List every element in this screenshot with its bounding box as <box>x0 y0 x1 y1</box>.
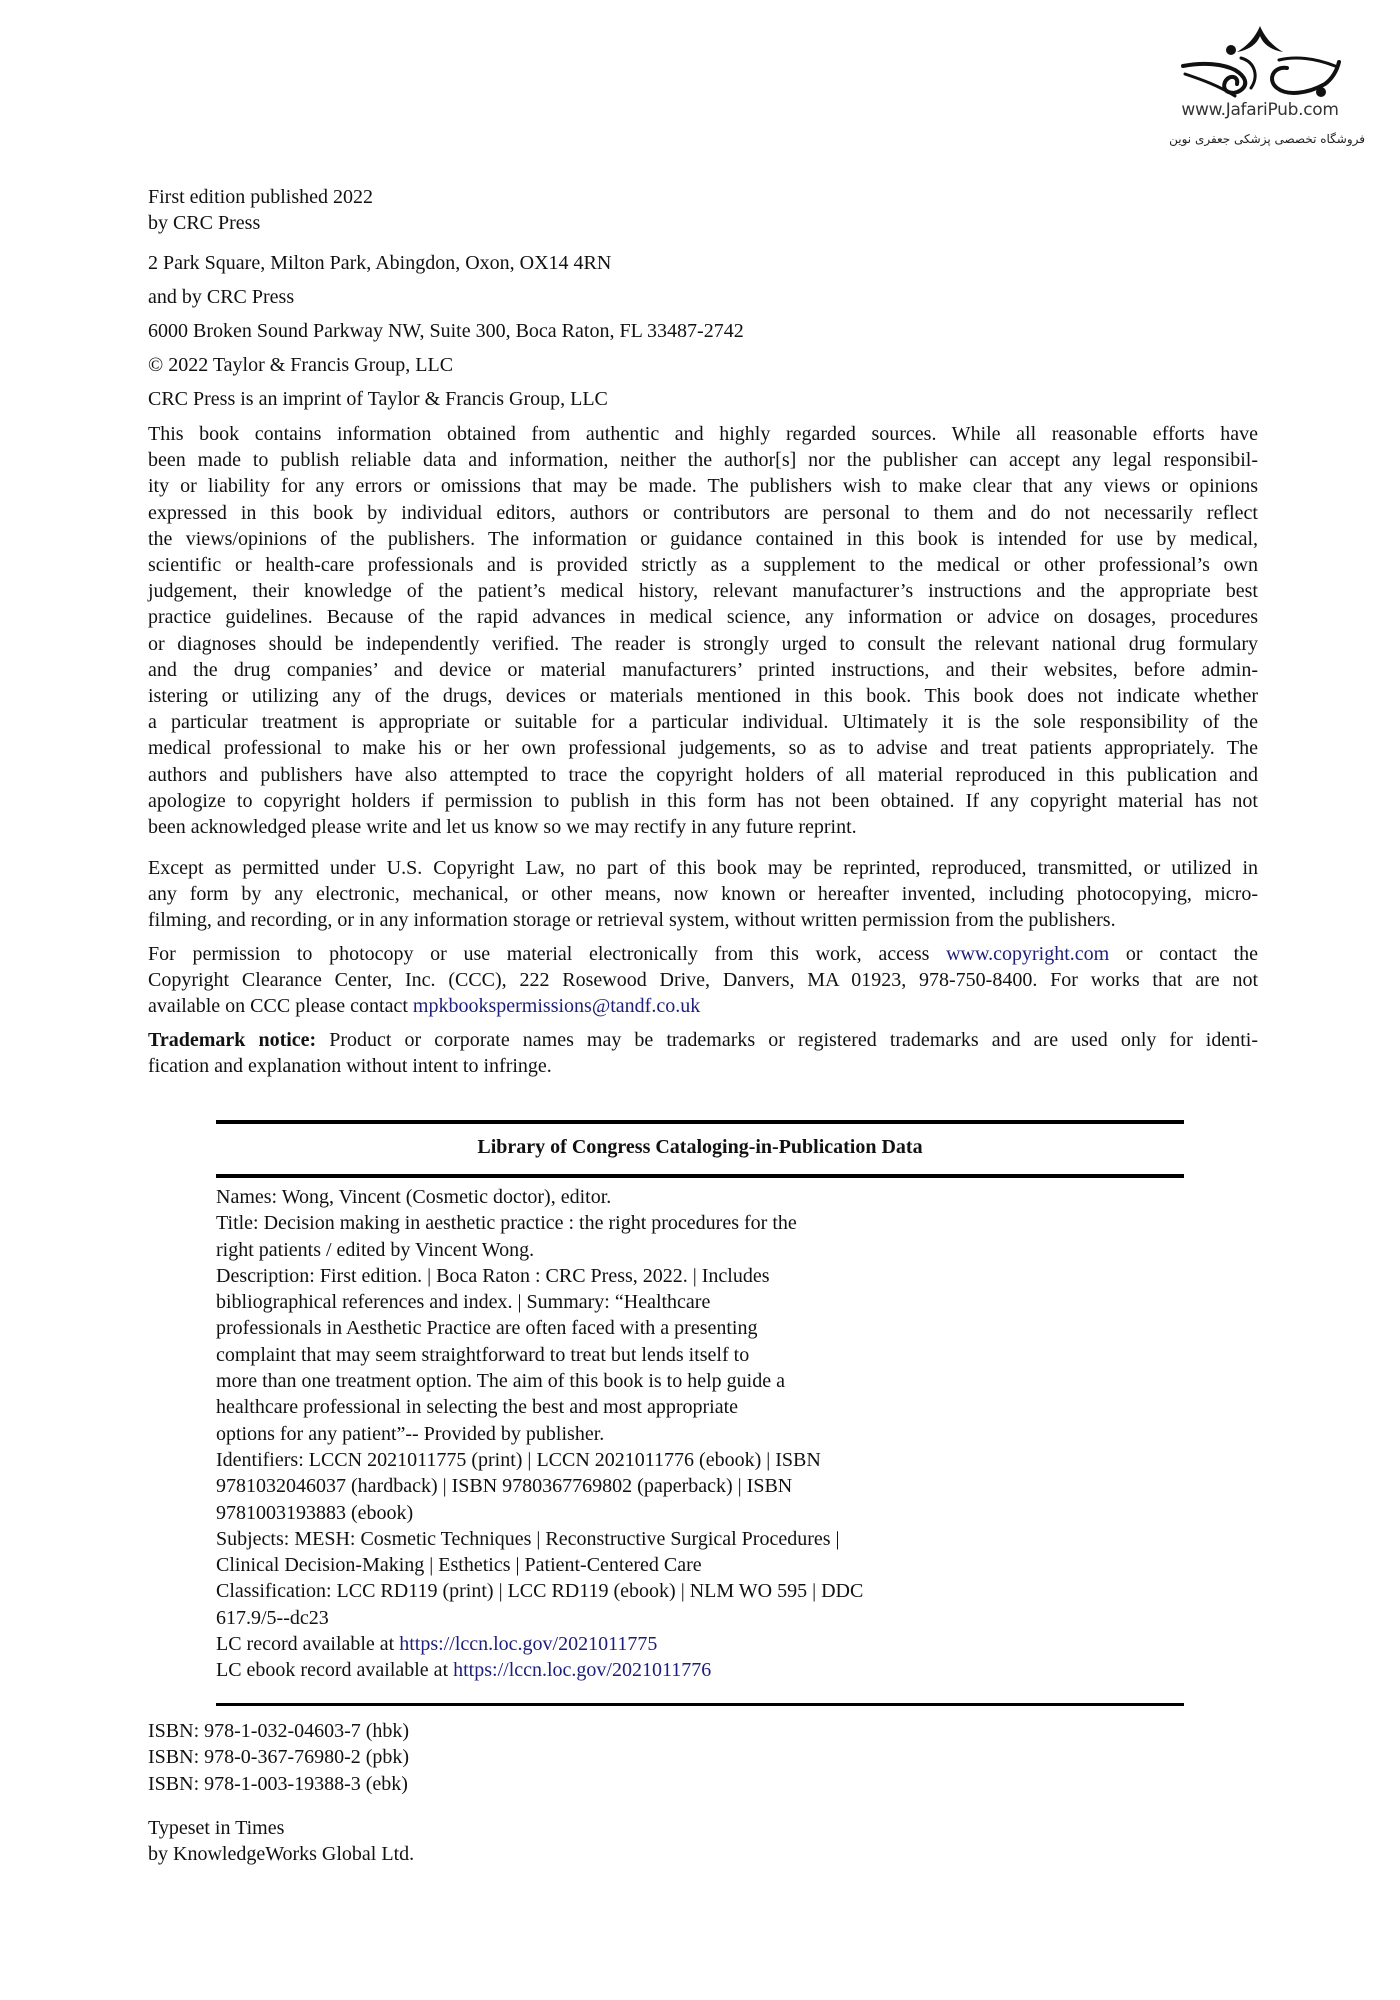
loc-bottom-rule <box>216 1703 1184 1706</box>
permission-line-1: For permission to photocopy or use material electronically from this work, access www.copyright.com or contact the <box>148 943 1259 965</box>
loc-line: Classification: LCC RD119 (print) | LCC RD119 (ebook) | NLM WO 595 | DDC <box>216 1580 864 1603</box>
loc-heading: Library of Congress Cataloging-in-Publication Data <box>477 1136 923 1158</box>
copyright-line: © 2022 Taylor & Francis Group, LLC <box>148 354 454 376</box>
disclaimer-line: ity or liability for any errors or omissions that may be made. The publishers wish to make clear that any views or opinions <box>148 475 1258 498</box>
loc-line: right patients / edited by Vincent Wong. <box>216 1238 535 1261</box>
loc-top-rule <box>216 1120 1184 1124</box>
isbn-list <box>148 1718 1258 1797</box>
loc-line: Subjects: MESH: Cosmetic Techniques | Reconstructive Surgical Procedures | <box>216 1527 840 1550</box>
address-us: 6000 Broken Sound Parkway NW, Suite 300, Boca Raton, FL 33487-2742 <box>148 320 744 342</box>
loc-line: complaint that may seem straightforward to treat but lends itself to <box>216 1343 750 1366</box>
typeset-font: Typeset in Times <box>148 1817 285 1839</box>
typesetter: by KnowledgeWorks Global Ltd. <box>148 1843 415 1866</box>
edition-line: First edition published 2022 <box>148 186 373 208</box>
lc-ebook-record-line: LC ebook record available at https://lccn.loc.gov/2021011776 <box>216 1659 712 1682</box>
trademark-notice <box>148 1027 1258 1079</box>
isbn-ebk: ISBN: 978-1-003-19388-3 (ebk) <box>148 1772 408 1795</box>
loc-line: Description: First edition. | Boca Raton : CRC Press, 2022. | Includes <box>216 1264 770 1287</box>
loc-line: Names: Wong, Vincent (Cosmetic doctor), editor. <box>216 1186 612 1208</box>
address-uk: 2 Park Square, Milton Park, Abingdon, Oxon, OX14 4RN <box>148 252 612 274</box>
isbn-pbk: ISBN: 978-0-367-76980-2 (pbk) <box>148 1746 410 1769</box>
loc-line: Clinical Decision-Making | Esthetics | Patient-Centered Care <box>216 1554 702 1577</box>
logo-url-text: www.JafariPub.com <box>1181 100 1339 120</box>
trademark-label: Trademark notice: <box>148 1029 317 1051</box>
imprint-line: CRC Press is an imprint of Taylor & Francis Group, LLC <box>148 388 608 410</box>
loc-heading-rule <box>216 1174 1184 1178</box>
lc-ebook-record-link[interactable]: https://lccn.loc.gov/2021011776 <box>453 1659 712 1682</box>
jafaripub-logo-icon <box>1175 22 1345 102</box>
rights-line: filming, and recording, or in any information storage or retrieval system, without written permission from the publishers. <box>148 909 1116 932</box>
trademark-line-1: Trademark notice: Product or corporate names may be trademarks or registered trademarks and are used only for identi- <box>148 1029 1259 1051</box>
loc-line: professionals in Aesthetic Practice are often faced with a presenting <box>216 1317 758 1340</box>
rights-paragraph <box>148 855 1258 934</box>
disclaimer-line: a particular treatment is appropriate or suitable for a particular individual. Ultimately it is the sole responsibility of the <box>148 711 1258 734</box>
publisher-logo <box>1160 22 1360 120</box>
loc-line: Title: Decision making in aesthetic practice : the right procedures for the <box>216 1212 797 1235</box>
and-by-line: and by CRC Press <box>148 286 295 308</box>
lc-record-link[interactable]: https://lccn.loc.gov/2021011775 <box>399 1633 658 1656</box>
lc-record-line: LC record available at https://lccn.loc.gov/2021011775 <box>216 1633 658 1656</box>
disclaimer-line: judgement, their knowledge of the patient’s medical history, relevant manufacturer’s instructions and the appropriate best <box>148 580 1258 603</box>
typeset-info <box>148 1815 1258 1868</box>
copyright-link[interactable]: www.copyright.com <box>946 943 1110 965</box>
permission-line-3: available on CCC please contact mpkbookspermissions@tandf.co.uk <box>148 995 701 1018</box>
loc-line: bibliographical references and index. | Summary: “Healthcare <box>216 1291 711 1314</box>
disclaimer-line: been acknowledged please write and let us know so we may rectify in any future reprint. <box>148 816 857 839</box>
disclaimer-line: and the drug companies’ and device or material manufacturers’ printed instructions, and their websites, before admin- <box>148 658 1258 681</box>
rights-line: any form by any electronic, mechanical, or other means, now known or hereafter invented, including photocopying, micro- <box>148 883 1258 906</box>
edition-publisher: by CRC Press <box>148 212 261 235</box>
loc-line: Identifiers: LCCN 2021011775 (print) | LCCN 2021011776 (ebook) | ISBN <box>216 1448 821 1471</box>
disclaimer-line: This book contains information obtained from authentic and highly regarded sources. While all reasonable efforts have <box>148 423 1258 445</box>
trademark-line-2: fication and explanation without intent to infringe. <box>148 1055 552 1078</box>
disclaimer-line: scientific or health-care professionals and is provided strictly as a supplement to the medical or other professional’s own <box>148 554 1258 577</box>
isbn-hbk: ISBN: 978-1-032-04603-7 (hbk) <box>148 1720 410 1742</box>
disclaimer-line: medical professional to make his or her own professional judgements, so as to advise and treat patients appropriately. The <box>148 737 1258 760</box>
disclaimer-line: practice guidelines. Because of the rapid advances in medical science, any information or advice on dosages, procedures <box>148 606 1258 629</box>
edition-info <box>148 184 1258 237</box>
disclaimer-line: expressed in this book by individual editors, authors or contributors are personal to them and do not necessarily reflect <box>148 501 1258 524</box>
rights-line: Except as permitted under U.S. Copyright Law, no part of this book may be reprinted, reproduced, transmitted, or utilized in <box>148 857 1258 879</box>
disclaimer-line: apologize to copyright holders if permission to publish in this form has not been obtained. If any copyright material has not <box>148 789 1258 812</box>
loc-line: 9781032046037 (hardback) | ISBN 9780367769802 (paperback) | ISBN <box>216 1475 793 1498</box>
disclaimer-line: the views/opinions of the publishers. The information or guidance contained in this book is intended for use by medical, <box>148 527 1258 550</box>
disclaimer-line: been made to publish reliable data and information, neither the author[s] nor the publisher can accept any legal responsibil- <box>148 449 1258 472</box>
permission-paragraph <box>148 941 1258 1020</box>
disclaimer-line: istering or utilizing any of the drugs, devices or materials mentioned in this book. This book does not indicate whether <box>148 685 1258 708</box>
disclaimer-line: or diagnoses should be independently verified. The reader is strongly urged to consult the relevant national drug formulary <box>148 632 1258 655</box>
loc-line: 9781003193883 (ebook) <box>216 1501 414 1524</box>
loc-record <box>216 1184 863 1684</box>
logo-subtitle: فروشگاه تخصصی پزشکی جعفری نوین <box>1169 132 1365 146</box>
loc-line: 617.9/5--dc23 <box>216 1606 329 1629</box>
disclaimer-paragraph <box>148 421 1258 840</box>
loc-line: options for any patient”-- Provided by publisher. <box>216 1422 605 1445</box>
disclaimer-line: authors and publishers have also attempted to trace the copyright holders of all material reproduced in this publication and <box>148 763 1258 786</box>
permission-line-2: Copyright Clearance Center, Inc. (CCC), 222 Rosewood Drive, Danvers, MA 01923, 978-750-8400. For works that are not <box>148 969 1258 992</box>
permissions-email-link[interactable]: mpkbookspermissions@tandf.co.uk <box>412 995 701 1018</box>
loc-line: healthcare professional in selecting the best and most appropriate <box>216 1396 739 1419</box>
loc-line: more than one treatment option. The aim of this book is to help guide a <box>216 1370 785 1393</box>
